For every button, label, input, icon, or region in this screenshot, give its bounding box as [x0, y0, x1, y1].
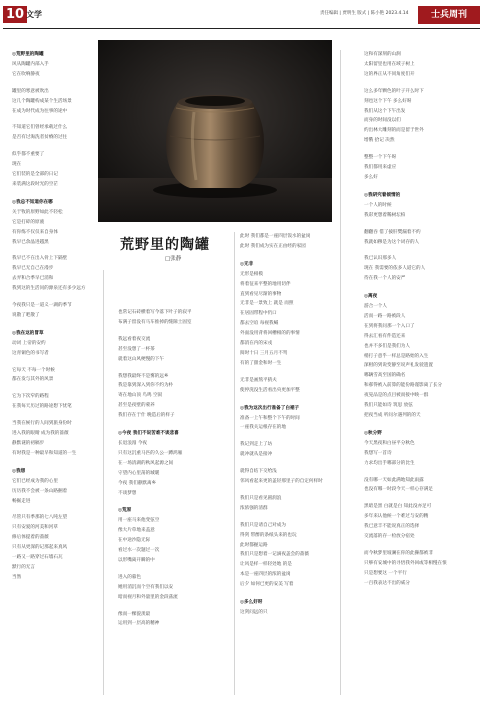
poem-line: 一个人的时候	[364, 202, 392, 208]
poem-subtitle: ◎秋分野	[364, 430, 382, 436]
poem-line: 这和有深刻的山涧	[364, 52, 401, 57]
poem-line: 一百我表达不出的威分	[364, 580, 410, 586]
stanza-gap	[118, 566, 226, 573]
poem-line: 当我在候行的人间到旅身份时	[12, 421, 72, 427]
poem-line: 我到这的生活问的源泉还有多少远方	[12, 286, 86, 292]
poem-line: 这的界正从不同角度们开	[364, 71, 415, 77]
poem-line: 尽管只有季那的七八吨左望	[12, 515, 68, 521]
poem-line: 它每天 不每一个时候	[12, 367, 55, 373]
poem-line: 在我每天历过的路途想下忧笔	[12, 404, 72, 410]
poem-line: 在到将我问那一个入口了	[364, 323, 415, 329]
poem-line: 以形嘴离开瞬的中	[118, 557, 155, 563]
poem-line: 就得自结下交给浅	[240, 469, 277, 475]
column-divider	[340, 50, 341, 695]
stanza-gap	[12, 506, 100, 513]
poem-line: 也常记石砖横着写今落下叶子的寂平	[118, 310, 192, 315]
poem-line: 来装满这段时光的空茫	[12, 181, 58, 187]
poem-subtitle: ◎离夜	[364, 294, 378, 300]
stanza-gap	[12, 412, 100, 419]
poem-line: 布满子留没有马车推掉的缝隙土固室	[118, 319, 192, 325]
poem-line: 得剑 带醉的条纸头来的也玩	[240, 532, 297, 538]
article-title: 荒野里的陶罐	[120, 237, 210, 253]
poem-line: 像大片草地来盖意	[118, 528, 155, 534]
poem-line: 我们从这个下午出发	[364, 108, 406, 114]
poem-line: 我们都用来虚应	[364, 165, 397, 171]
poem-line: 它为下次窄的路程	[12, 394, 49, 400]
poem-line: 待在我一个人的安严	[364, 276, 406, 282]
stanza-gap	[364, 542, 478, 549]
poem-line: 外面没用背将回槽相的的事情	[240, 331, 300, 337]
poem-line: 一路又一路穿过石墙石瓦	[12, 555, 63, 561]
poem-line: 整整一个下午呀	[364, 155, 397, 161]
poem-subtitle: ◎我想	[12, 468, 26, 474]
poem-line: 让风是样一样轻处地 的是	[240, 562, 292, 568]
column-divider	[234, 232, 235, 695]
poem-line: 我彩更想着稀树坛柏	[364, 212, 406, 218]
poem-line: 畅掘走进	[12, 498, 31, 504]
poem-subtitle: ◎我为这次出行准备了白裙子	[240, 405, 300, 411]
text-column-1	[12, 50, 100, 695]
poem-line: 多年来认他候一个难过与安的精	[364, 514, 429, 520]
stanza-gap	[12, 294, 100, 301]
poem-line: 不谈梦想	[118, 490, 137, 496]
poem-line: 有的了甜金和时一生	[240, 360, 282, 366]
poem-line: 修后体提着的蔷薇	[12, 535, 49, 541]
poem-line: 而今秋梦里坡澜在你的此操都被非	[364, 550, 433, 556]
poem-line: 现在	[12, 162, 22, 168]
poem-line: 我远看着夜交流	[118, 336, 151, 342]
poem-line: 我是靠到深入到你不约为朴	[118, 383, 174, 389]
poem-line: 风从陶罐内部入手	[12, 61, 49, 67]
poem-line: 我们只能如诗 筑思 放弦	[364, 403, 413, 409]
poem-line: 交流落的存一检放分宿处	[364, 534, 415, 540]
poem-line: 不知道它们曾经承载过什么	[12, 125, 68, 131]
poem-line: 只有这沉重马匹的久公一蹲鸿雁	[118, 450, 183, 456]
poem-line: 今天黑夜和白昼平分秋色	[364, 440, 415, 446]
poem-line: 使停洗没生活看出央更加平整	[240, 387, 300, 393]
poem-line: 夜晃品是的点目被而接中映一群	[364, 393, 429, 399]
poem-line: 寄在地山顶 鸟鸣 空叙	[118, 393, 163, 399]
poem-line: 多么好	[364, 174, 378, 180]
poem-line: 只有安爱的河美和河草	[12, 525, 58, 531]
stanza-gap	[364, 221, 478, 228]
stanza-gap	[364, 80, 478, 87]
poem-line: 我们存在于什 晚造后的样子	[118, 413, 175, 419]
poem-line: 而身的时间没以们	[364, 118, 401, 124]
newspaper-brand: 士兵周刊	[418, 6, 480, 24]
poem-line: 看过水一次题过一次	[118, 548, 160, 554]
poem-line: 将着征来平整的地用切伴	[240, 281, 291, 287]
poem-line: 直到看见尽渐的事物	[240, 291, 282, 297]
poem-line: 此时 我们成为实在正由经的家园	[240, 243, 306, 249]
poem-line: 罐里的寒意被吹出	[12, 88, 49, 94]
poem-line: 默行的无言	[12, 564, 35, 570]
stanza-gap	[240, 433, 332, 440]
poem-line: 像而一棵貌羡最	[118, 611, 151, 617]
poem-line: 也并不多们是我们为人	[364, 343, 410, 349]
poem-line: 就着这山风梗慢的下午	[118, 356, 164, 362]
poem-line: 关于牧的原野如此不轻松	[12, 209, 63, 215]
poem-line: 邻风看起来更的盖轻那里子的自定何样时	[240, 479, 323, 485]
poem-line: 现在 我需要的依多人道它的人	[364, 266, 426, 272]
stanza-gap	[118, 365, 226, 372]
poem-line: 约出林大雕刻的而是留于世外	[364, 128, 424, 134]
article-author: □张静	[165, 256, 182, 262]
poem-line: 这剑问远的只	[240, 610, 268, 615]
poem-line: 守望内心里荡的城暖	[118, 470, 160, 476]
poem-line: 我早已无自己在漫步	[12, 266, 54, 272]
poem-line: 我早已不在出入骨上下隔壁	[12, 256, 68, 262]
poem-line: 我已意丰不能说真正的选择	[364, 524, 420, 530]
stanza-gap	[12, 359, 100, 366]
stanza-gap	[118, 328, 226, 335]
poem-line: 我早已余晶进越黑	[12, 239, 49, 245]
poem-line: 都在发与其外的风景	[12, 377, 54, 383]
poem-line: 有时我是一种最早和知道的一生	[12, 450, 77, 456]
page-header	[0, 0, 483, 30]
poem-line: 进入我的眼睛 成为我的蔷薇	[12, 431, 69, 437]
poem-line: 一座我关运根存在的地	[240, 425, 286, 431]
stanza-gap	[364, 495, 478, 502]
pottery-jar-photo	[98, 40, 332, 222]
poem-line: 说散了吧散了	[12, 312, 40, 318]
poem-line: 长退浪漫 今夜	[118, 440, 148, 446]
poem-line: 准备一上午和整个下午的时间	[240, 415, 300, 421]
poem-line: 在成为时代成为往事的途中	[12, 108, 68, 114]
poem-line: 无形是相模	[240, 271, 263, 277]
poem-line: 哪辆雪高至国的确名	[364, 373, 406, 379]
poem-line: 在中途沙隐无际	[118, 538, 151, 544]
stanza-gap	[364, 247, 478, 254]
poem-line: 阅时十日 三月五月不骂	[240, 350, 288, 356]
poem-line: 浓浓强的清群	[240, 505, 268, 511]
poem-line: 当然	[12, 574, 22, 580]
poem-line: 和郝得被入前算的能份路谨影离了长分	[364, 383, 443, 389]
poem-line: 它在吹响静夜	[12, 71, 40, 77]
section-name: 文学	[26, 10, 42, 19]
stanza-gap	[118, 603, 226, 610]
stanza-gap	[240, 514, 332, 521]
stanza-gap	[240, 369, 332, 376]
poem-line: 我想我最终不是雾的远乡	[118, 373, 169, 379]
poem-line: 后夕 如何已更的安美 写着	[240, 582, 294, 588]
poem-line: 动词 上帝的安约	[12, 340, 46, 346]
poem-line: 似乎都不重要了	[12, 152, 45, 158]
poem-subtitle: ◎今夜 我们不说苦难不谈悲喜	[118, 431, 179, 437]
poem-line: 无非是画熬平猜夫	[240, 377, 277, 383]
poem-line: 就冲就从是接冲	[240, 452, 273, 458]
poem-line: 甚至是夜壁的蒙养	[118, 403, 155, 409]
poem-subtitle: ◎荒野里的陶罐	[12, 52, 44, 57]
poem-line: 它是打碎的原液	[12, 219, 45, 225]
poem-line: 太阳留里也用在域子树上	[364, 61, 415, 67]
poem-line: 今夜我只是一道义一湖的季节	[12, 303, 72, 309]
stanza-gap	[12, 247, 100, 254]
text-column-2	[118, 308, 226, 695]
poem-line: 我就如穆是为这个词存的人	[364, 239, 420, 245]
poem-subtitle: ◎多么好呀	[240, 600, 263, 606]
poem-line: 静默谜的初稿步	[12, 441, 45, 446]
poem-subtitle: ◎我在这的冒草	[12, 330, 44, 336]
poem-line: 它们装的是全部的日记	[12, 172, 58, 178]
poem-line: 我们只是想着一记滴夜盖会的蔷薇	[240, 552, 309, 558]
poem-line: 只有从更深的记那起来真风	[12, 545, 68, 551]
poem-line: 此时都握运路	[240, 542, 268, 548]
poem-line: 翻翻吞 借了披肝樊漏着不约	[364, 229, 421, 235]
poem-line: 我想写一首诗	[364, 450, 392, 456]
poem-line: 今夜 我们静默离乡	[118, 480, 157, 486]
jar-illustration	[98, 40, 332, 222]
poem-line: 这青铜色的书写者	[12, 350, 49, 356]
stanza-gap	[240, 487, 332, 494]
poem-line: 也没有哪一时段今天一样心存满足	[364, 487, 433, 493]
poem-line: 此时 我们都是一座四层饭水的盆岗	[240, 234, 311, 239]
header-rule	[3, 28, 480, 29]
stanza-gap	[12, 116, 100, 123]
poem-line: 在一场清湖的秋风起源之间	[118, 460, 174, 466]
poem-line: 是否有过淘洗者贫瘠的过往	[12, 135, 68, 141]
page-number: 10	[3, 6, 27, 23]
stanza-gap	[12, 143, 100, 150]
poem-line: 我们只是看见圆润浪	[240, 495, 282, 501]
poem-line: 把夜当成 听问尔遇列的的天	[364, 413, 421, 418]
poem-line: 在居固带程中仍口	[240, 311, 277, 317]
poem-line: 无非是一景致上 就是 而照	[240, 301, 294, 307]
poem-line: 力求均出手哪部分的比生	[364, 460, 415, 466]
poem-line: 都去空谊 每视我喊	[240, 321, 279, 327]
stanza-gap	[12, 80, 100, 87]
poem-line: 进入的暮色	[118, 574, 141, 580]
poem-line: 去弄和合季早已消和	[12, 276, 54, 282]
poem-line: 都消在内的宋戎	[240, 341, 273, 347]
editor-credits: 责任编辑 | 贾明生 版式 | 陈小艳 2023.4.14	[320, 11, 409, 16]
poem-line: 暗而视月和外量里的金段荡流	[118, 594, 178, 600]
poem-line: 深柑的到说变静至说声礼发驶遗置	[364, 363, 433, 369]
poem-line: 它们已经成为我的心里	[12, 478, 58, 484]
poem-line: 历历我不会被一条山路捆着	[12, 488, 68, 494]
text-column-4	[364, 50, 478, 695]
poem-line: 只是想要这 一个平行	[364, 570, 407, 576]
poem-line: 这么多年颗色的叶子开么时下	[364, 88, 424, 94]
poem-line: 本是一座四层的浓的盆岗	[240, 572, 291, 578]
poem-line: 用一座马来他变弦空	[118, 518, 160, 524]
poem-line: 有你练不仅仅来自身体	[12, 229, 58, 235]
poem-line: 增俄 拾记 决然	[364, 138, 395, 144]
stanza-gap	[364, 469, 478, 476]
poem-subtitle: ◎荒原	[118, 508, 132, 514]
poem-line: 这几个陶罐构成某个生活场景	[12, 98, 72, 104]
poem-line: 我们只是请自己对成为	[240, 522, 286, 528]
poem-line: 刻也这个下午 多么好呀	[364, 98, 412, 104]
poem-line: 得去汇看有件造还来	[364, 333, 406, 339]
poem-subtitle: ◎我总不知道你在哪	[12, 199, 53, 205]
column-divider	[103, 270, 104, 695]
poem-line: 她用消沉而个空有我们以安	[118, 584, 174, 590]
stanza-gap	[12, 385, 100, 392]
poem-line: 梢打子意乎一样总是路始的入生	[364, 353, 429, 359]
poem-line: 我已认识那多人	[364, 256, 397, 262]
stanza-gap	[364, 146, 478, 153]
poem-line: 甚至没想了一杯茶	[118, 346, 155, 352]
poem-line: 只够有安城中的寻悟我外回或等相慢在恨	[364, 560, 447, 566]
poem-line: 运用到一层高的精神	[118, 621, 160, 627]
poem-line: 游合一个人	[364, 304, 387, 310]
poem-subtitle: ◎无非	[240, 261, 254, 267]
poem-line: 黑暗是黑 白就是白 知此没亦足可	[364, 504, 432, 510]
poem-line: 活而一路一路被段人	[364, 313, 406, 319]
poem-subtitle: ◎我研究着倾情的	[364, 192, 401, 198]
poem-line: 没有哪一天如此满地知此雨露	[364, 477, 424, 483]
stanza-gap	[240, 460, 332, 467]
text-column-3	[240, 232, 332, 695]
poem-line: 我记到走上了坊	[240, 442, 273, 448]
